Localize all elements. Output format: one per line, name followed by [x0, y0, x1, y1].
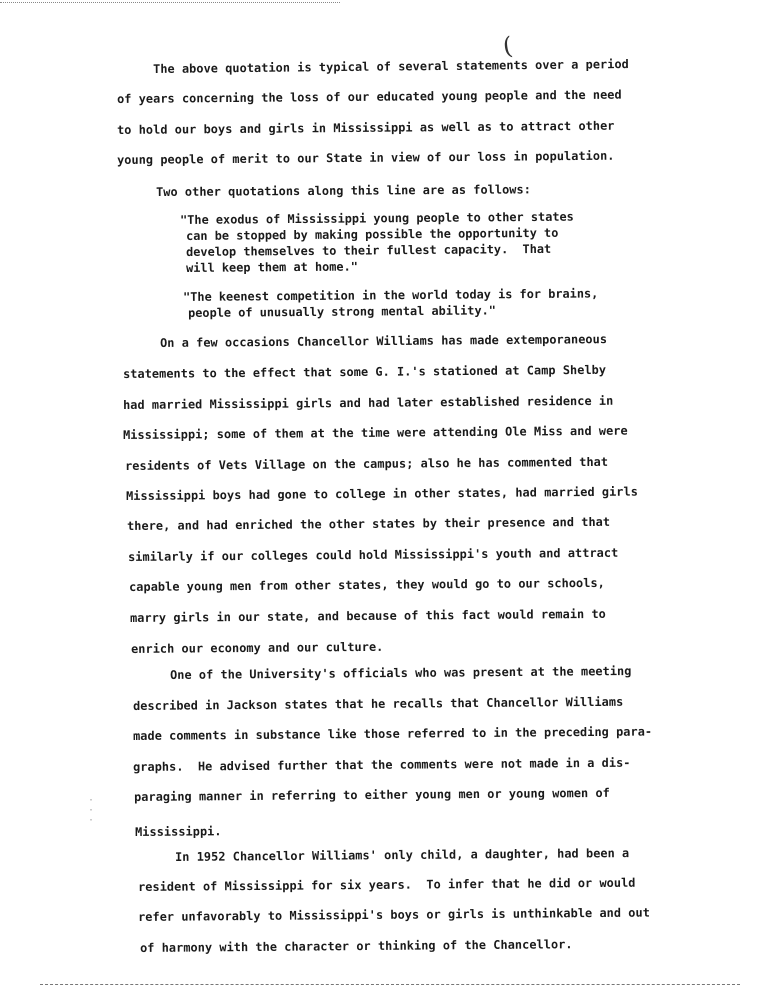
paragraph-3-line: paraging manner in referring to either young men or young women of	[134, 785, 610, 804]
paragraph-2-line: enrich our economy and our culture.	[131, 639, 384, 656]
quote-1-line: develop themselves to their fullest capacity. That	[186, 241, 552, 259]
paragraph-1-line: to hold our boys and girls in Mississippi as well as to attract other	[117, 118, 615, 137]
paragraph-2-line: similarly if our colleges could hold Mississippi's youth and attract	[128, 545, 619, 564]
paragraph-2-line: Mississippi boys had gone to college in other states, had married girls	[126, 484, 638, 503]
paragraph-2-line: residents of Vets Village on the campus; also he has commented that	[125, 454, 609, 473]
paragraph-3-line: One of the University's officials who was present at the meeting	[170, 663, 632, 682]
paragraph-2-line: had married Mississippi girls and had later established residence in	[123, 393, 614, 412]
paragraph-2-line: statements to the effect that some G. I.'s stationed at Camp Shelby	[123, 362, 607, 381]
paragraph-1-line: The above quotation is typical of several statements over a period	[153, 57, 629, 76]
quote-1-line: will keep them at home."	[186, 259, 358, 275]
paragraph-2-line: Mississippi; some of them at the time were attending Ole Miss and were	[123, 423, 628, 442]
paragraph-2-line: On a few occasions Chancellor Williams has made extemporaneous	[160, 332, 608, 350]
quote-2-line: "The keenest competition in the world today is for brains,	[183, 286, 599, 304]
handwritten-mark: (	[501, 31, 515, 61]
quote-1-line: can be stopped by making possible the opportunity to	[186, 225, 559, 243]
quotations-intro: Two other quotations along this line are as follows:	[156, 182, 531, 199]
paragraph-2-line: there, and had enriched the other states by their presence and that	[127, 514, 611, 533]
paragraph-4-line: resident of Mississippi for six years. To infer that he did or would	[138, 875, 636, 894]
paragraph-3-line: graphs. He advised further that the comments were not made in a dis-	[133, 755, 631, 774]
top-dotted-border	[0, 2, 340, 3]
paragraph-4-line: refer unfavorably to Mississippi's boys or girls is unthinkable and out	[138, 905, 650, 924]
paragraph-1-line: young people of merit to our State in view of our loss in population.	[117, 148, 615, 167]
bottom-dashed-border	[40, 984, 740, 985]
paragraph-3-line: Mississippi.	[135, 824, 222, 839]
paragraph-2-line: marry girls in our state, and because of this fact would remain to	[130, 606, 606, 625]
paragraph-3-line: described in Jackson states that he recalls that Chancellor Williams	[133, 694, 624, 713]
scan-specks: · · ·	[88, 795, 95, 826]
paragraph-3-line: made comments in substance like those referred to in the preceding para-	[133, 724, 653, 743]
paragraph-2-line: capable young men from other states, they would go to our schools,	[129, 575, 605, 594]
quote-2-line: people of unusually strong mental ability."	[188, 303, 496, 320]
paragraph-1-line: of years concerning the loss of our educated young people and the need	[117, 87, 622, 106]
quote-1-line: "The exodus of Mississippi young people to other states	[180, 209, 574, 227]
paragraph-4-line: In 1952 Chancellor Williams' only child, a daughter, had been a	[175, 846, 630, 864]
paragraph-4-line: of harmony with the character or thinking of the Chancellor.	[140, 937, 573, 955]
